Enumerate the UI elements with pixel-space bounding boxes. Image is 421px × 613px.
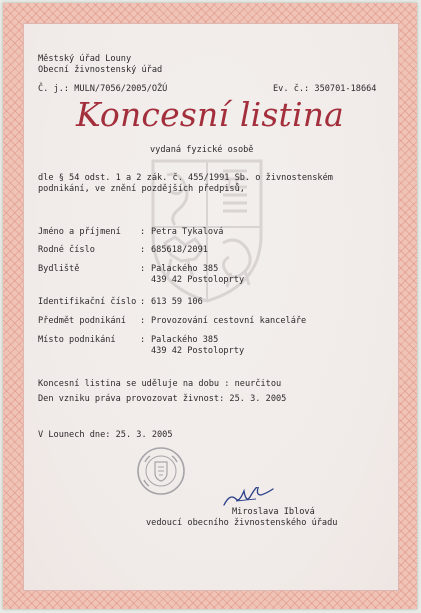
name-value: Petra Tykalová bbox=[151, 227, 224, 237]
authority-name: Městský úřad Louny bbox=[38, 54, 132, 64]
ic-value: 613 59 106 bbox=[151, 297, 203, 307]
residence-label: Bydliště bbox=[38, 264, 80, 274]
signature-icon bbox=[222, 487, 276, 509]
residence-street: Palackého 385 bbox=[151, 264, 219, 274]
authority-office: Obecní živnostenský úřad bbox=[38, 65, 163, 75]
signatory-name: Miroslava Iblová bbox=[232, 507, 315, 517]
residence-city: 439 42 Postoloprty bbox=[151, 275, 245, 285]
separator: : bbox=[140, 335, 146, 345]
business-place-city: 439 42 Postoloprty bbox=[151, 346, 245, 356]
signatory-role: vedoucí obecního živnostenského úřadu bbox=[146, 518, 338, 528]
birth-number-label: Rodné číslo bbox=[38, 245, 95, 255]
business-subject-label: Předmět podnikání bbox=[38, 316, 126, 326]
document-title: Koncesní listina bbox=[75, 95, 345, 134]
official-stamp-icon bbox=[136, 446, 186, 496]
separator: : bbox=[140, 297, 146, 307]
start-date-statement: Den vzniku práva provozovat živnost: 25. 3. 2005 bbox=[38, 394, 287, 404]
separator: : bbox=[140, 316, 146, 326]
name-label: Jméno a příjmení bbox=[38, 227, 121, 237]
case-number: Č. j.: MULN/7056/2005/OŽÚ bbox=[38, 84, 168, 94]
separator: : bbox=[140, 264, 146, 274]
legal-basis-line-1: dle § 54 odst. 1 a 2 zák. č. 455/1991 Sb. o živnostenském bbox=[38, 173, 333, 183]
separator: : bbox=[140, 227, 146, 237]
birth-number-value: 685618/2091 bbox=[151, 245, 208, 255]
issued-to: vydaná fyzické osobě bbox=[150, 145, 254, 155]
separator: : bbox=[140, 245, 146, 255]
validity-statement: Koncesní listina se uděluje na dobu : neurčitou bbox=[38, 379, 282, 389]
legal-basis-line-2: podnikání, ve znění pozdějších předpisů, bbox=[38, 184, 245, 194]
business-place-street: Palackého 385 bbox=[151, 335, 219, 345]
place-and-date: V Lounech dne: 25. 3. 2005 bbox=[38, 430, 173, 440]
ic-label: Identifikační číslo bbox=[38, 297, 137, 307]
business-place-label: Místo podnikání bbox=[38, 335, 116, 345]
business-subject-value: Provozování cestovní kanceláře bbox=[151, 316, 307, 326]
evidence-number: Ev. č.: 350701-18664 bbox=[273, 84, 377, 94]
